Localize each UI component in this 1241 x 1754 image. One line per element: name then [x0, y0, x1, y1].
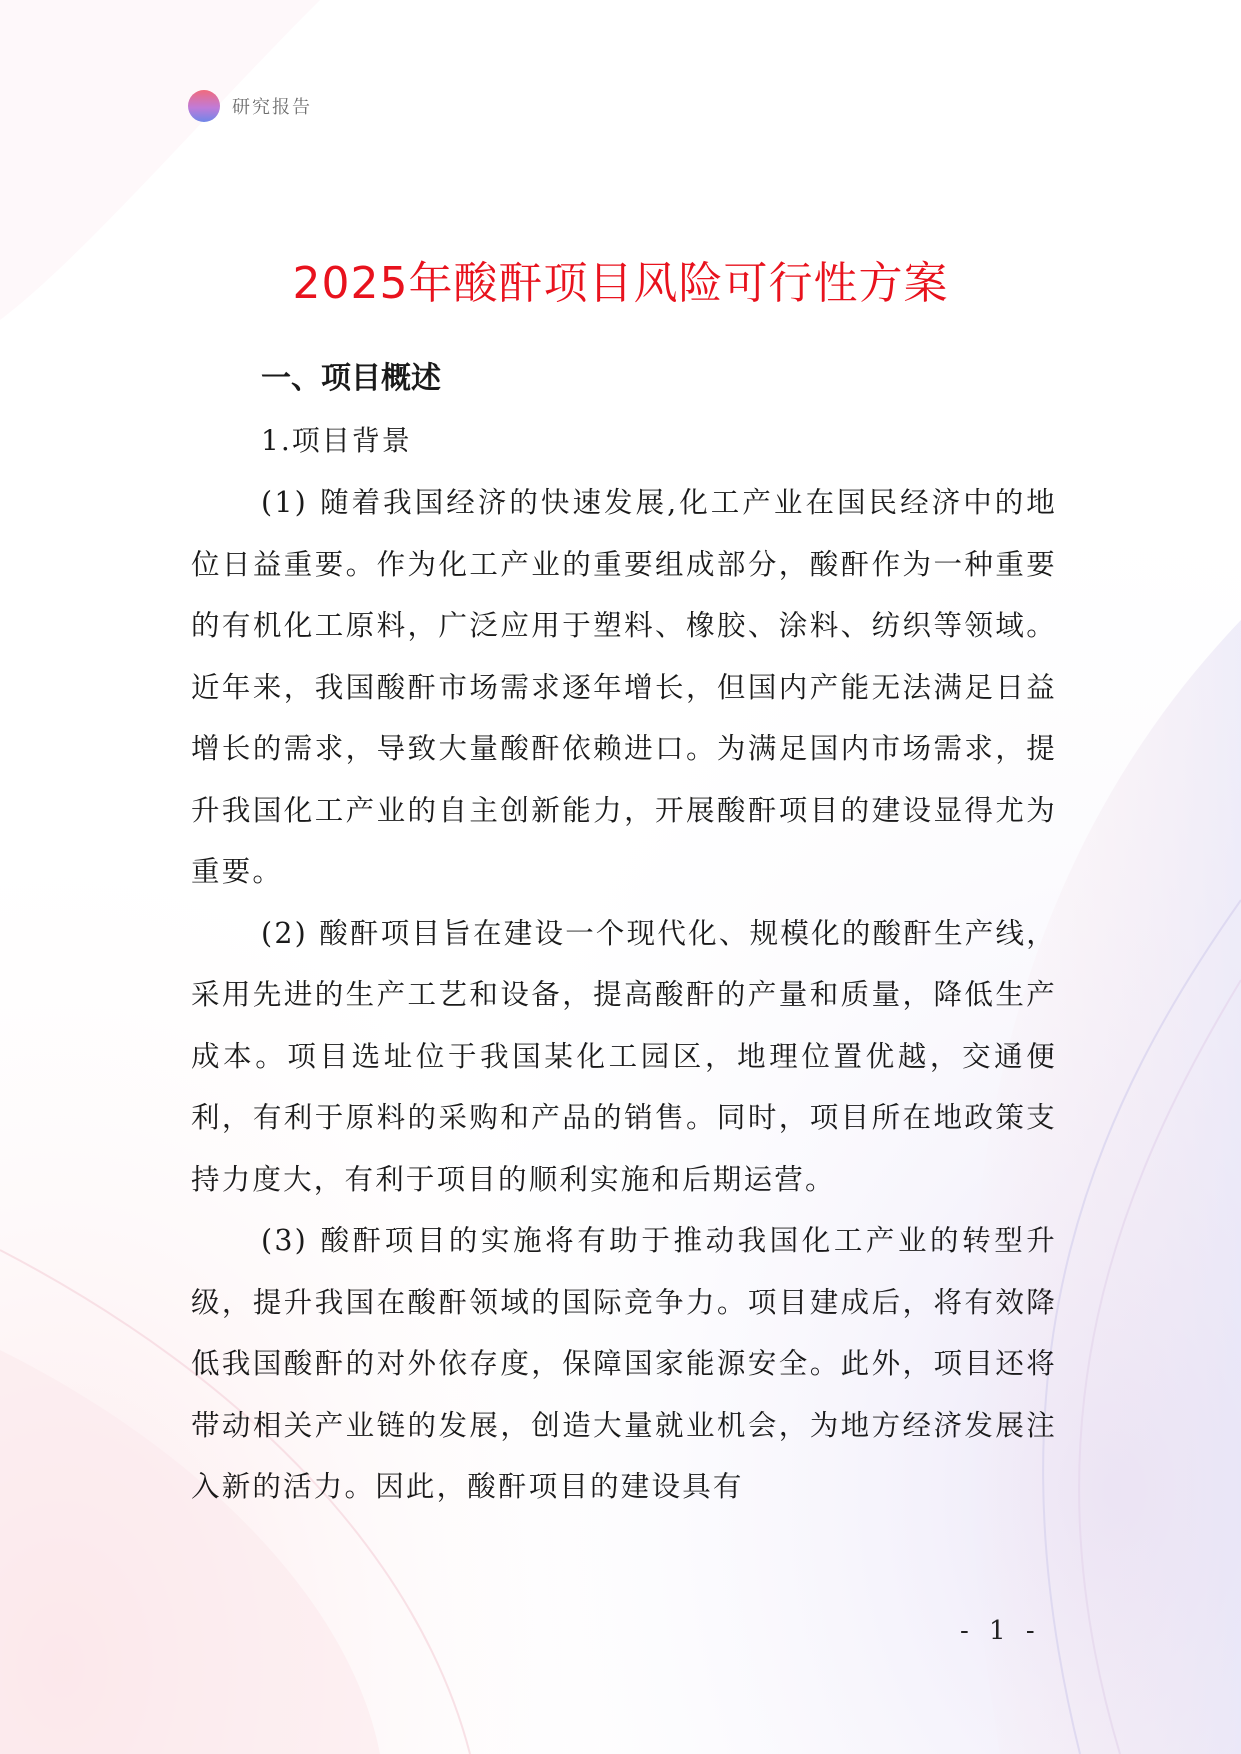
paragraph-1: (1) 随着我国经济的快速发展,化工产业在国民经济中的地位日益重要。作为化工产业的重要组成部分，酸酐作为一种重要的有机化工原料，广泛应用于塑料、橡胶、涂料、纺织等领域。近年来，我国酸酐市场需求逐年增长，但国内产能无法满足日益增长的需求，导致大量酸酐依赖进口。为满足国内市场需求，提升我国化工产业的自主创新能力，开展酸酐项目的建设显得尤为重要。	[191, 486, 1057, 888]
page-number: - 1 -	[960, 1616, 1041, 1646]
document-title: 2025年酸酐项目风险可行性方案	[292, 258, 949, 310]
paragraph-2: (2) 酸酐项目旨在建设一个现代化、规模化的酸酐生产线，采用先进的生产工艺和设备，提高酸酐的产量和质量，降低生产成本。项目选址位于我国某化工园区，地理位置优越，交通便利，有利于原料的采购和产品的销售。同时，项目所在地政策支持力度大，有利于项目的顺利实施和后期运营。	[191, 916, 1057, 1196]
report-header	[188, 88, 312, 124]
document-body	[191, 348, 1057, 1518]
subsection-heading: 1.项目背景	[261, 424, 412, 457]
logo-circle-icon	[188, 90, 220, 122]
paragraph-3: (3) 酸酐项目的实施将有助于推动我国化工产业的转型升级，提升我国在酸酐领域的国际竞争力。项目建成后，将有效降低我国酸酐的对外依存度，保障国家能源安全。此外，项目还将带动相关产业链的发展，创造大量就业机会，为地方经济发展注入新的活力。因此，酸酐项目的建设具有	[191, 1224, 1057, 1503]
section-heading: 一、项目概述	[261, 361, 441, 396]
header-label: 研究报告	[232, 97, 312, 118]
